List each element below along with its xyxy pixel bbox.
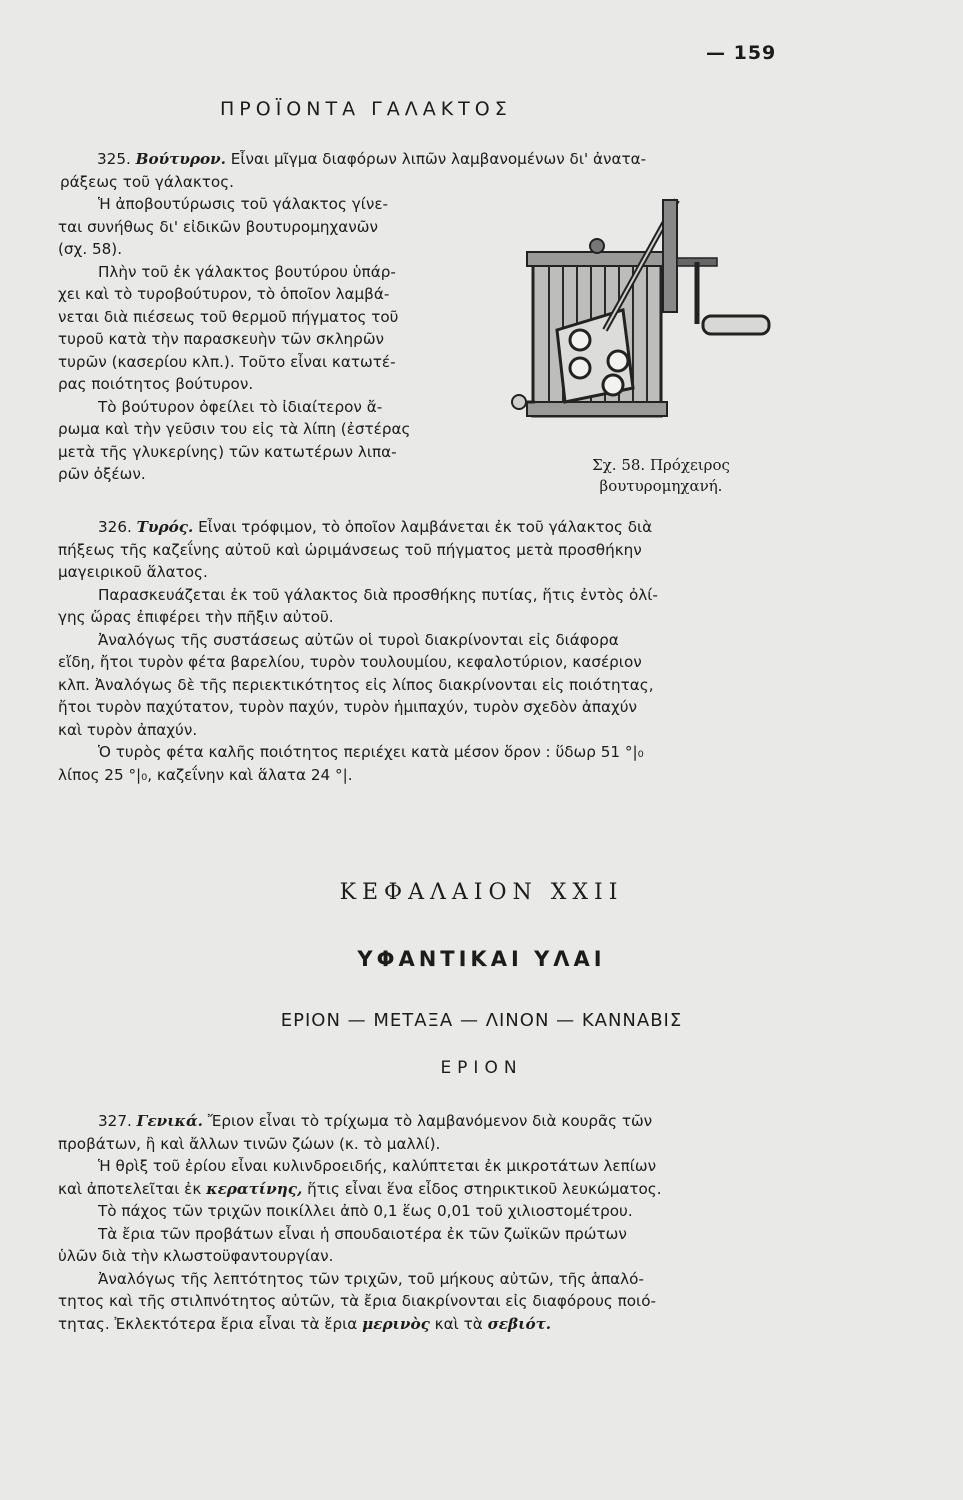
- caption-line: Σχ. 58. Πρόχειρος: [592, 456, 730, 474]
- page-number: — 159: [706, 42, 777, 64]
- paragraph-number: 327.: [98, 1112, 132, 1130]
- text-line: Πλὴν τοῦ ἐκ γάλακτος βουτύρου ὑπάρ-: [98, 262, 396, 281]
- text-line: Ἀναλόγως τῆς λεπτότητος τῶν τριχῶν, τοῦ μήκους αὐτῶν, τῆς ἁπαλό-: [98, 1269, 644, 1288]
- text-line: Ἡ θρὶξ τοῦ ἐρίου εἶναι κυλινδροειδής, καλύπτεται ἐκ μικροτάτων λεπίων: [98, 1157, 657, 1175]
- text-line: [58, 1313, 898, 1336]
- text-line: ὑλῶν διὰ τὴν κλωστοϋφαντουργίαν.: [58, 1247, 334, 1265]
- figure-caption: [556, 455, 766, 497]
- section-title: ΠΡΟΪΟΝΤΑ ΓΑΛΑΚΤΟΣ: [220, 98, 512, 120]
- text-line: Ἡ ἀποβουτύρωσις τοῦ γάλακτος γίνε-: [98, 195, 389, 213]
- line-text: καὶ ἀποτελεῖται ἐκ: [58, 1179, 207, 1198]
- line-text: καὶ τὰ: [429, 1314, 488, 1333]
- text-line: λίπος 25 °|₀, καζεΐνην καὶ ἅλατα 24 °|.: [58, 765, 353, 784]
- line-text: Εἶναι τρόφιμον, τὸ ὁποῖον λαμβάνεται ἐκ τοῦ γάλακτος διὰ: [193, 518, 653, 536]
- text-line: Ὁ τυρὸς φέτα καλῆς ποιότητος περιέχει κατὰ μέσον ὅρον : ὕδωρ 51 °|₀: [98, 743, 644, 761]
- text-line: μετὰ τῆς γλυκερίνης) τῶν κατωτέρων λιπα-: [58, 442, 397, 461]
- text-line: γης ὥρας ἐπιφέρει τὴν πῆξιν αὐτοῦ.: [58, 608, 334, 626]
- chapter-title: ΥΦΑΝΤΙΚΑΙ ΥΛΑΙ: [357, 947, 606, 971]
- line-text: Εἶναι μῖγμα διαφόρων λιπῶν λαμβανομένων δι' ἀνατα-: [225, 150, 647, 168]
- butter-section-narrow: [58, 193, 498, 486]
- text-line: Τὸ πάχος τῶν τριχῶν ποικίλλει ἀπὸ 0,1 ἕως 0,01 τοῦ χιλιοστομέτρου.: [98, 1202, 633, 1220]
- butter-churn-illustration: [505, 180, 790, 455]
- keyword: Γενικά.: [136, 1112, 203, 1130]
- text-line: ρῶν ὀξέων.: [58, 465, 146, 483]
- keyword: σεβιότ.: [487, 1314, 552, 1333]
- text-line: πήξεως τῆς καζεΐνης αὐτοῦ καὶ ὡριμάνσεως τοῦ πήγματος μετὰ προσθήκην: [58, 540, 642, 559]
- text-line: ρωμα καὶ τὴν γεῦσιν του εἰς τὰ λίπη (ἐστέρας: [58, 420, 411, 438]
- paragraph-number: 325.: [97, 150, 131, 168]
- text-line: κλπ. Ἀναλόγως δὲ τῆς περιεκτικότητος εἰς λίπος διακρίνονται εἰς ποιότητας,: [58, 675, 654, 694]
- text-line: τητος καὶ τῆς στιλπνότητος αὐτῶν, τὰ ἔρια διακρίνονται εἰς διαφόρους ποιό-: [58, 1292, 656, 1310]
- text-line: (σχ. 58).: [58, 240, 123, 258]
- text-line: ρας ποιότητος βούτυρον.: [58, 375, 254, 393]
- keyword: Βούτυρον.: [135, 150, 226, 168]
- chapter-number: ΚΕΦΑΛΑΙΟΝ XXII: [339, 880, 624, 905]
- text-line: Παρασκευάζεται ἐκ τοῦ γάλακτος διὰ προσθήκης πυτίας, ἥτις ἐντὸς ὀλί-: [98, 585, 658, 604]
- line-text: τητας. Ἐκλεκτότερα ἔρια εἶναι τὰ ἔρια: [58, 1314, 363, 1333]
- text-line: χει καὶ τὸ τυροβούτυρον, τὸ ὁποῖον λαμβά-: [58, 285, 390, 303]
- text-line: καὶ τυρὸν ἀπαχύν.: [58, 720, 198, 739]
- wool-section: [58, 1110, 898, 1335]
- text-line: Τὸ βούτυρον ὀφείλει τὸ ἰδιαίτερον ἄ-: [98, 397, 383, 416]
- line-text: Ἔριον εἶναι τὸ τρίχωμα τὸ λαμβανόμενον διὰ κουρᾶς τῶν: [202, 1112, 653, 1130]
- paragraph-number: 326.: [98, 518, 132, 536]
- caption-line: βουτυρομηχανή.: [599, 477, 723, 495]
- text-line: [58, 1178, 898, 1201]
- chapter-subtitle: ΕΡΙΟΝ — ΜΕΤΑΞΑ — ΛΙΝΟΝ — ΚΑΝΝΑΒΙΣ: [280, 1010, 683, 1031]
- text-line: τυροῦ κατὰ τὴν παρασκευὴν τῶν σκληρῶν: [58, 330, 385, 348]
- text-line: εἴδη, ἤτοι τυρὸν φέτα βαρελίου, τυρὸν τουλουμίου, κεφαλοτύριον, κασέριον: [58, 653, 642, 671]
- text-line: [58, 516, 898, 539]
- text-line: ράξεως τοῦ γάλακτος.: [60, 172, 234, 191]
- text-line: τυρῶν (κασερίου κλπ.). Τοῦτο εἶναι κατωτέ-: [58, 352, 396, 371]
- cheese-section: [58, 516, 898, 786]
- section-heading: ΕΡΙΟΝ: [440, 1058, 523, 1078]
- keyword: Τυρός.: [136, 518, 194, 536]
- text-line: προβάτων, ἢ καὶ ἄλλων τινῶν ζώων (κ. τὸ μαλλί).: [58, 1134, 441, 1153]
- text-line: ται συνήθως δι' εἰδικῶν βουτυρομηχανῶν: [58, 217, 378, 236]
- text-line: μαγειρικοῦ ἅλατος.: [58, 563, 208, 581]
- text-line: ἤτοι τυρὸν παχύτατον, τυρὸν παχύν, τυρὸν ἡμιπαχύν, τυρὸν σχεδὸν ἀπαχύν: [58, 698, 638, 716]
- text-line: Ἀναλόγως τῆς συστάσεως αὐτῶν οἱ τυροὶ διακρίνονται εἰς διάφορα: [98, 630, 619, 649]
- keyword: μερινὸς: [362, 1314, 430, 1333]
- text-line: [58, 1110, 898, 1133]
- line-text: ἥτις εἶναι ἕνα εἶδος στηρικτικοῦ λευκώματος.: [302, 1179, 662, 1198]
- text-line: Τὰ ἔρια τῶν προβάτων εἶναι ἡ σπουδαιοτέρα ἐκ τῶν ζωϊκῶν πρώτων: [98, 1224, 627, 1243]
- text-line: νεται διὰ πιέσεως τοῦ θερμοῦ πήγματος τοῦ: [58, 307, 399, 326]
- text-line: [92, 148, 812, 171]
- keyword: κερατίνης,: [206, 1179, 303, 1198]
